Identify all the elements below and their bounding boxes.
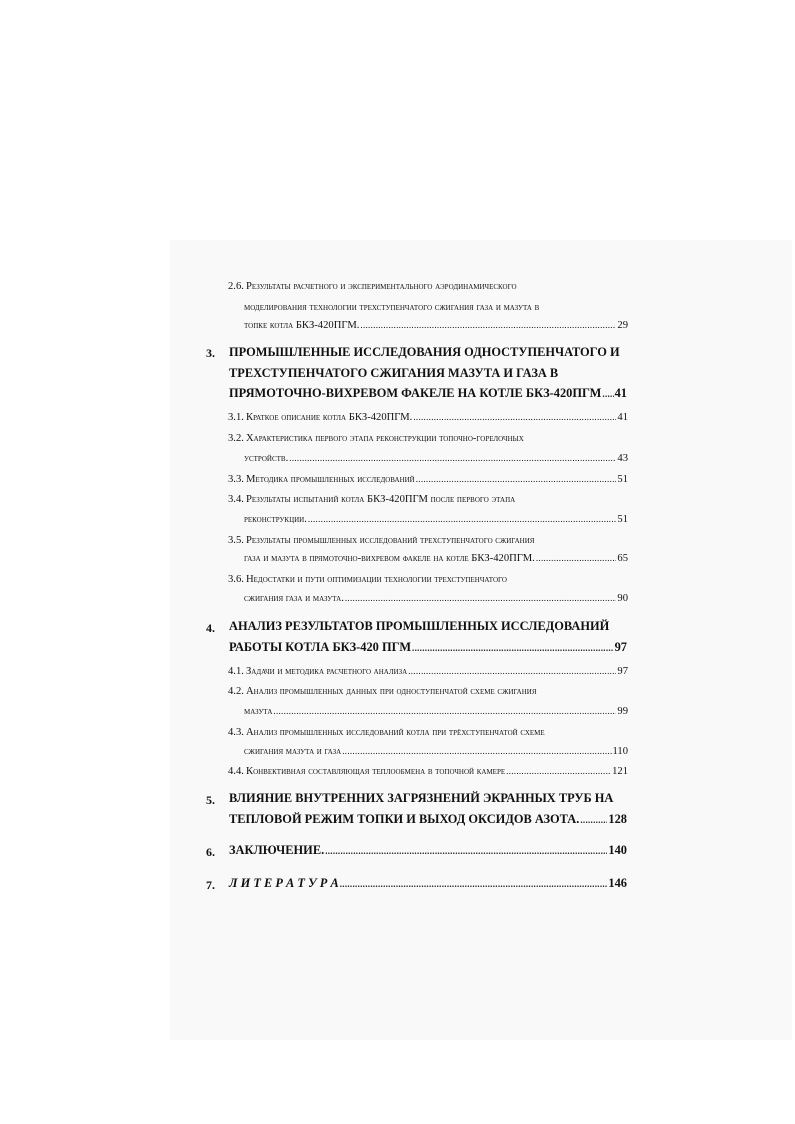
- toc-title-line: сжигания мазута и газа: [244, 746, 342, 757]
- toc-title-line: реконструкции.: [244, 514, 307, 525]
- toc-leader-dots: [408, 666, 616, 676]
- toc-page-number: 43: [617, 453, 628, 464]
- toc-title-line: мазута: [244, 706, 273, 717]
- toc-number: 4.1.: [228, 666, 244, 677]
- toc-title-line: АНАЛИЗ РЕЗУЛЬТАТОВ ПРОМЫШЛЕННЫХ ИССЛЕДОВАНИЙ: [229, 619, 610, 633]
- toc-title-line: Результаты промышленных исследований трехступенчатого сжигания: [246, 535, 535, 546]
- toc-number: 4.4.: [228, 766, 244, 777]
- toc-title-line: ПРОМЫШЛЕННЫЕ ИССЛЕДОВАНИЯ ОДНОСТУПЕНЧАТОГО И: [229, 345, 620, 359]
- toc-leader-dots: [340, 879, 608, 889]
- toc-title-line: топке котла БКЗ-420ПГМ.: [244, 320, 360, 331]
- toc-page-number: 99: [617, 706, 628, 717]
- toc-page-number: 97: [617, 666, 628, 677]
- toc-number: 3.3.: [228, 474, 244, 485]
- toc-page-number: 110: [612, 746, 628, 757]
- toc-title-line: Конвективная составляющая теплообмена в топочной камере: [246, 766, 506, 777]
- toc-title-line: Задачи и методика расчетного анализа: [246, 666, 408, 677]
- toc-page-number: 140: [608, 843, 627, 857]
- toc-title-line: Анализ промышленных данных при одноступенчатой схеме сжигания: [246, 686, 537, 697]
- toc-page-number: 41: [617, 412, 628, 423]
- toc-title-line: Недостатки и пути оптимизации технологии трехступенчатого: [246, 574, 507, 585]
- toc-leader-dots: [342, 746, 611, 756]
- toc-number: 3.2.: [228, 433, 244, 444]
- toc-title-line: устройств.: [244, 453, 289, 464]
- toc-page-number: 146: [608, 876, 627, 890]
- toc-number: 4.: [206, 621, 215, 635]
- toc-title-line: ТРЕХСТУПЕНЧАТОГО СЖИГАНИЯ МАЗУТА И ГАЗА В: [229, 366, 559, 380]
- toc-page-number: 29: [617, 320, 628, 331]
- toc-title-line: Анализ промышленных исследований котла при трёхступенчатой схеме: [246, 727, 545, 738]
- toc-title-line: сжигания газа и мазута.: [244, 593, 344, 604]
- toc-number: 3.6.: [228, 574, 244, 585]
- toc-leader-dots: [602, 389, 613, 399]
- toc-title-line: Краткое описание котла БКЗ-420ПГМ.: [246, 412, 413, 423]
- toc-leader-dots: [413, 412, 616, 422]
- toc-title-line: ВЛИЯНИЕ ВНУТРЕННИХ ЗАГРЯЗНЕНИЙ ЭКРАННЫХ ТРУБ НА: [229, 791, 614, 805]
- toc-number: 3.4.: [228, 494, 244, 505]
- toc-page-number: 128: [608, 812, 627, 826]
- toc-title-line: Результаты испытаний котла БКЗ-420ПГМ после первого этапа: [246, 494, 516, 505]
- toc-page-number: 51: [617, 474, 628, 485]
- toc-title-line: РАБОТЫ КОТЛА БКЗ-420 ПГМ: [229, 640, 412, 654]
- toc-title-line: ТЕПЛОВОЙ РЕЖИМ ТОПКИ И ВЫХОД ОКСИДОВ АЗОТА.: [229, 812, 580, 826]
- toc-leader-dots: [273, 706, 616, 716]
- toc-leader-dots: [580, 815, 607, 825]
- toc-title-line: Л И Т Е Р А Т У Р А: [229, 876, 339, 890]
- toc-number: 3.1.: [228, 412, 244, 423]
- toc-page-number: 97: [614, 640, 627, 654]
- toc-title-line: газа и мазута в прямоточно-вихревом факеле на котле БКЗ-420ПГМ.: [244, 553, 535, 564]
- toc-leader-dots: [289, 453, 616, 463]
- toc-leader-dots: [325, 846, 607, 856]
- toc-page-number: 41: [614, 386, 627, 400]
- toc-leader-dots: [308, 514, 617, 524]
- toc-number: 7.: [206, 878, 215, 892]
- toc-title-line: Методика промышленных исследований: [246, 474, 415, 485]
- toc-page-number: 65: [617, 553, 628, 564]
- toc-leader-dots: [360, 320, 616, 330]
- toc-leader-dots: [345, 593, 617, 603]
- toc-page-number: 51: [617, 514, 628, 525]
- toc-number: 3.5.: [228, 535, 244, 546]
- toc-title-line: ПРЯМОТОЧНО-ВИХРЕВОМ ФАКЕЛЕ НА КОТЛЕ БКЗ-420ПГМ: [229, 386, 602, 400]
- toc-number: 5.: [206, 793, 215, 807]
- toc-leader-dots: [416, 474, 617, 484]
- toc-title-line: моделирования технологии трехступенчатого сжигания газа и мазута в: [244, 302, 540, 313]
- toc-number: 6.: [206, 845, 215, 859]
- toc-leader-dots: [412, 643, 614, 653]
- toc-page-number: 90: [617, 593, 628, 604]
- toc-title-line: Характеристика первого этапа реконструкции топочно-горелочных: [246, 433, 524, 444]
- toc-number: 4.2.: [228, 686, 244, 697]
- toc-page-number: 121: [612, 766, 628, 777]
- toc-title-line: Результаты расчетного и экспериментального аэродинамического: [246, 281, 517, 292]
- toc-number: 4.3.: [228, 727, 244, 738]
- toc-leader-dots: [506, 766, 611, 776]
- toc-number: 3.: [206, 346, 215, 360]
- toc-number: 2.6.: [228, 281, 244, 292]
- toc-leader-dots: [536, 553, 617, 563]
- toc-title-line: ЗАКЛЮЧЕНИЕ.: [229, 843, 325, 857]
